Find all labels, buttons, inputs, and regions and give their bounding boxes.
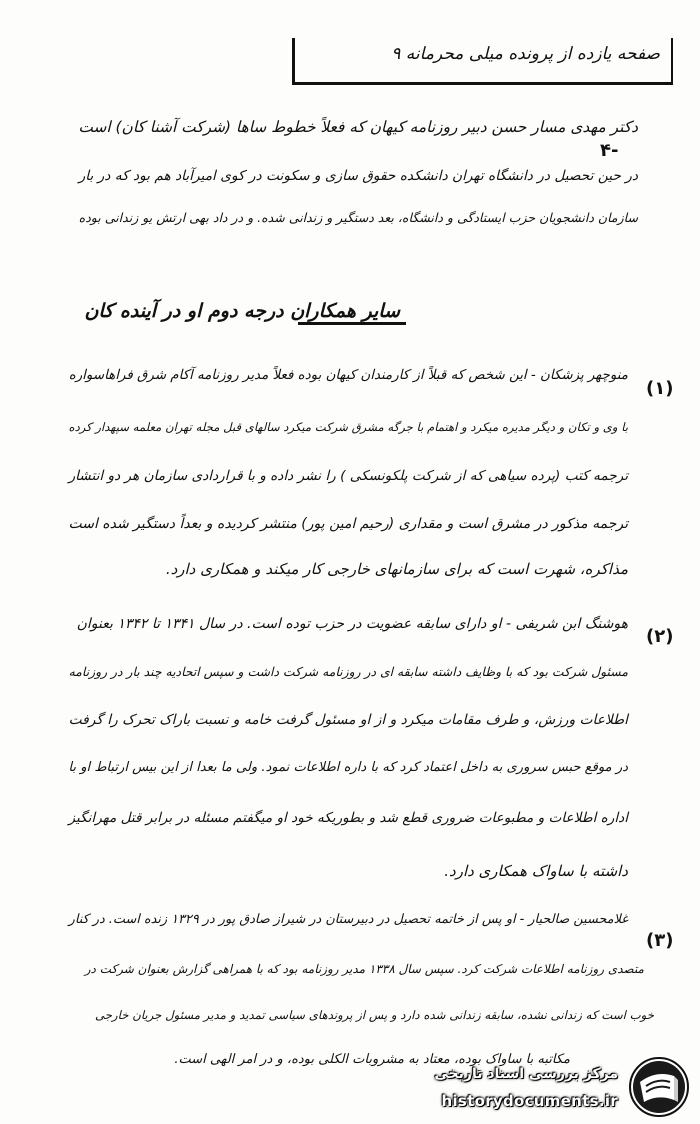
item-1-line-1: منوچهر پزشکان - این شخص که قبلاً از کارمندان کیهان بوده فعلاً مدیر روزنامه آکام شرق فراهاسواره: [68, 368, 628, 383]
watermark-url: historydocuments.ir: [441, 1092, 618, 1110]
item-1-line-3: ترجمه کتب (پرده سیاهی که از شرکت پلکونسکی ) را نشر داده و با قراردادی سازمان هر دو انتشار: [68, 468, 628, 484]
item-1-line-5: مذاکره، شهرت است که برای سازمانهای خارجی کار میکند و همکاری دارد.: [165, 560, 628, 578]
item-3-number: (۳): [646, 930, 674, 951]
item-3-line-2: متصدی روزنامه اطلاعات شرکت کرد. سپس سال ۱۳۳۸ مدیر روزنامه بود که با همراهی گزارش بعنوان شرکت در: [84, 962, 644, 976]
item-2-number: (۲): [646, 626, 674, 647]
item-2-line-2: مسئول شرکت بود که با وظایف داشته سابقه ای در روزنامه شرکت داشت و سپس اتحادیه چند بار در روزنامه: [68, 664, 628, 679]
item-3-line-4: مکاتبه با ساواک بوده، معتاد به مشروبات الکلی بوده، و در امر الهی است.: [174, 1052, 570, 1067]
item-1-number: (۱): [646, 378, 674, 399]
item-3-line-3: خوب است که زندانی نشده، سابقه زندانی شده دارد و پس از پروندهای سیاسی تمدید و مدیر مسئول جریان خارجی: [94, 1008, 654, 1022]
item-1-line-2: با وی و تکان و دیگر مدیره میکرد و اهتمام با جرگه مشرق شرکت میکرد سالهای قبل مجله تهران معلمه سپهدار کرده: [68, 420, 628, 434]
item-2-line-6: داشته با ساواک همکاری دارد.: [444, 862, 628, 880]
header-title: صفحه یازده از پرونده میلی محرمانه ۹: [391, 44, 660, 64]
item-3-line-1: غلامحسین صالحیار - او پس از خاتمه تحصیل در دبیرستان در شیراز صادق پور در ۱۳۲۹ زنده است. در کنار: [68, 912, 628, 927]
item-2-line-1: هوشنگ ابن شریفی - او دارای سابقه عضویت در حزب توده است. در سال ۱۳۴۱ تا ۱۳۴۲ بعنوان: [76, 616, 628, 632]
item-2-line-5: اداره اطلاعات و مطبوعات ضروری قطع شد و بطوریکه خود او میگفتم مسئله در برابر قتل مهرانگیز: [68, 810, 628, 826]
intro-line-1: دکتر مهدی مسار حسن دبیر روزنامه کیهان که فعلاً خطوط ساها (شرکت آشنا کان) است: [78, 118, 638, 136]
book-logo-icon: [628, 1056, 690, 1118]
intro-line-2: در حین تحصیل در دانشگاه تهران دانشکده حقوق سازی و سکونت در کوی امیرآباد هم بود که در بار: [78, 168, 638, 184]
intro-number: ۴-: [600, 140, 619, 161]
section-heading: سایر همکاران درجه دوم او در آینده کان: [84, 300, 400, 322]
item-2-line-3: اطلاعات ورزش، و طرف مقامات میکرد و از او مسئول گرفت خامه و نسبت باراک تحرک را گرفت: [68, 712, 628, 728]
intro-line-3: سازمان دانشجویان حزب ایستادگی و دانشگاه، بعد دستگیر و زندانی شده. و در داد بهی ارتش یو زندانی بوده: [78, 210, 638, 225]
heading-underline: [298, 322, 406, 325]
item-1-line-4: ترجمه مذکور در مشرق است و مقداری (رحیم امین پور) منتشر کردیده و بعداً دستگیر شده است: [68, 516, 628, 532]
watermark-title: مرکز بررسی اسناد تاریخی: [434, 1066, 618, 1082]
item-2-line-4: در موقع حبس سروری به داخل اعتماد کرد که با داره اطلاعات نمود. ولی ما بعدا از این بیس ارتباط او با: [68, 760, 628, 775]
